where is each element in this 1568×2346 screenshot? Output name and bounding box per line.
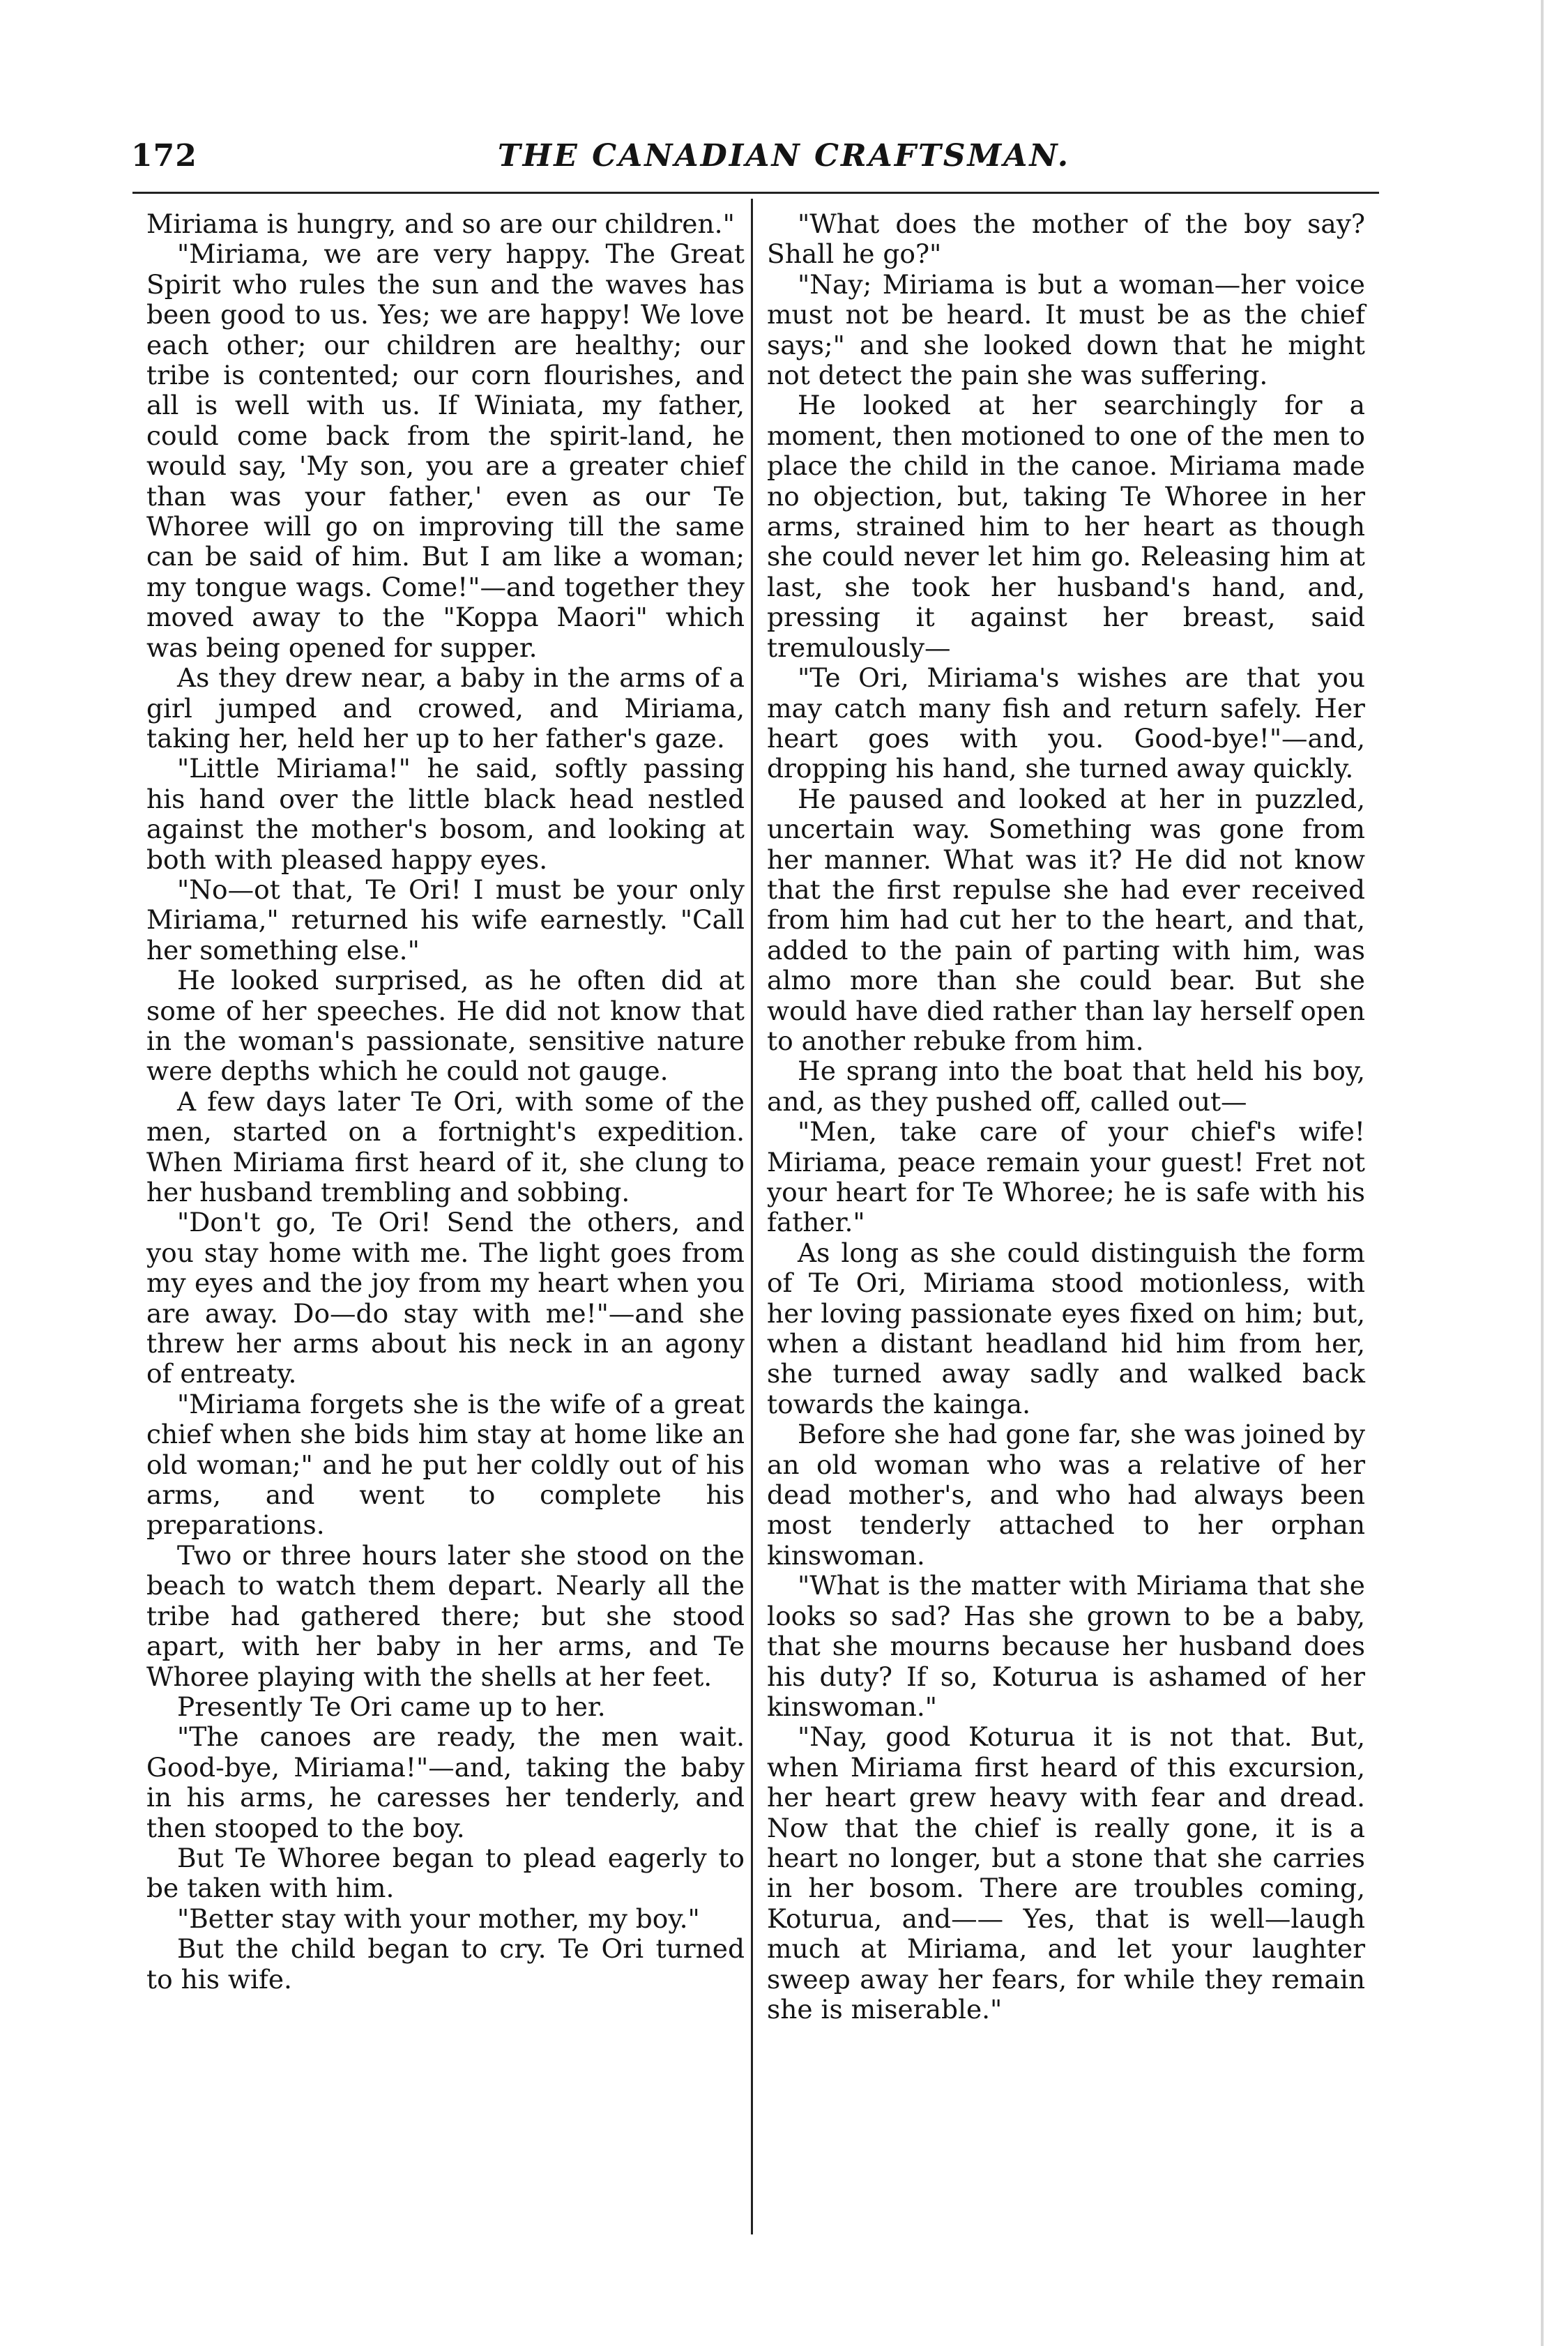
left-column <box>146 209 745 1995</box>
paragraph: Before she had gone far, she was joined by an old woman who was a relative of her dead mother's, and who had always been most tenderly attached to her orphan kinswoman. <box>767 1419 1365 1571</box>
paragraph: "What does the mother of the boy say? Shall he go?" <box>767 208 1365 270</box>
paragraph: "What is the matter with Miriama that she looks so sad? Has she grown to be a baby, that she mourns because her husband does his duty? If so, Koturua is ashamed of her kinswoman." <box>767 1570 1365 1722</box>
paragraph: Two or three hours later she stood on the beach to watch them depart. Nearly all the tribe had gathered there; but she stood apart, with her baby in her arms, and Te Whoree playing with the shells at her feet. <box>146 1539 745 1692</box>
paragraph: "No—ot that, Te Ori! I must be your only Miriama," returned his wife earnestly. "Call her something else." <box>146 874 745 966</box>
paragraph: As they drew near, a baby in the arms of a girl jumped and crowed, and Miriama, taking her, held her up to her father's gaze. <box>146 662 745 754</box>
column-divider <box>751 199 753 2234</box>
paragraph: "Don't go, Te Ori! Send the others, and you stay home with me. The light goes from my eyes and the joy from my heart when you are away. Do—do stay with me!"—and she threw her arms about his neck in an agony of entreaty. <box>146 1207 745 1389</box>
paragraph: He looked at her searchingly for a moment, then motioned to one of the men to place the child in the canoe. Miriama made no objection, but, taking Te Whoree in her arms, strained him to her heart as though she could never let him go. Releasing him at last, she took her husband's hand, and, pressing it against her breast, said tremulously— <box>767 390 1365 663</box>
page-number: 172 <box>131 138 197 174</box>
paragraph: He sprang into the boat that held his boy, and, as they pushed off, called out— <box>767 1056 1365 1117</box>
paragraph: "Better stay with your mother, my boy." <box>177 1903 700 1934</box>
paragraph: But the child began to cry. Te Ori turned to his wife. <box>146 1933 745 1995</box>
paragraph: "The canoes are ready, the men wait. Good-bye, Miriama!"—and, taking the baby in his arms, he caresses her tenderly, and then stooped to the boy. <box>146 1721 745 1843</box>
paragraph: He paused and looked at her in puzzled, uncertain way. Something was gone from her manner. What was it? He did not know that the first repulse she had ever received from him had cut her to the heart, and that, added to the pain of parting with him, was almo more than she could bear. But she would have died rather than lay herself open to another rebuke from him. <box>767 783 1365 1056</box>
paragraph: He looked surprised, as he often did at some of her speeches. He did not know that in the woman's passionate, sensitive nature were depths which he could not gauge. <box>146 965 745 1087</box>
paragraph: "Te Ori, Miriama's wishes are that you may catch many fish and return safely. Her heart goes with you. Good-bye!"—and, dropping his hand, she turned away quickly. <box>767 662 1365 784</box>
paragraph: "Miriama, we are very happy. The Great Spirit who rules the sun and the waves has been good to us. Yes; we are happy! We love each other; our children are healthy; our tribe is contented; our corn flourishes, and all is well with us. If Winiata, my father, could come back from the spirit-land, he would say, 'My son, you are a greater chief than was your father,' even as our Te Whoree will go on improving till the same can be said of him. But I am like a woman; my tongue wags. Come!"—and together they moved away to the "Koppa Maori" which was being opened for supper. <box>146 238 745 663</box>
paragraph: Presently Te Ori came up to her. <box>177 1691 606 1722</box>
paragraph: As long as she could distinguish the form of Te Ori, Miriama stood motionless, with her loving passionate eyes fixed on him; but, when a distant headland hid him from her, she turned away sadly and walked back towards the kainga. <box>767 1237 1365 1419</box>
paragraph: But Te Whoree began to plead eagerly to be taken with him. <box>146 1842 745 1904</box>
paragraph: A few days later Te Ori, with some of the men, started on a fortnight's expedition. When Miriama first heard of it, she clung to her husband trembling and sobbing. <box>146 1086 745 1208</box>
paragraph: "Nay, good Koturua it is not that. But, when Miriama first heard of this excursion, her heart grew heavy with fear and dread. Now that the chief is really gone, it is a heart no longer, but a stone that she carries in her bosom. There are troubles coming, Koturua, and—— Yes, that is well—laugh much at Miriama, and let your laughter sweep away her fears, for while they remain she is miserable." <box>767 1721 1365 2025</box>
paragraph: "Little Miriama!" he said, softly passing his hand over the little black head nestled against the mother's bosom, and looking at both with pleased happy eyes. <box>146 753 745 875</box>
paragraph: "Nay; Miriama is but a woman—her voice must not be heard. It must be as the chief says;" and she looked down that he might not detect the pain she was suffering. <box>767 268 1365 391</box>
right-column <box>767 209 1365 2025</box>
header-rule <box>132 192 1379 194</box>
paragraph: Miriama is hungry, and so are our children." <box>146 208 735 239</box>
paragraph: "Men, take care of your chief's wife! Miriama, peace remain your guest! Fret not your heart for Te Whoree; he is safe with his father." <box>767 1116 1365 1238</box>
page-edge-shadow <box>1541 0 1544 2346</box>
running-title: THE CANADIAN CRAFTSMAN. <box>497 138 1071 174</box>
paragraph: "Miriama forgets she is the wife of a great chief when she bids him stay at home like an old woman;" and he put her coldly out of his arms, and went to complete his preparations. <box>146 1388 745 1541</box>
